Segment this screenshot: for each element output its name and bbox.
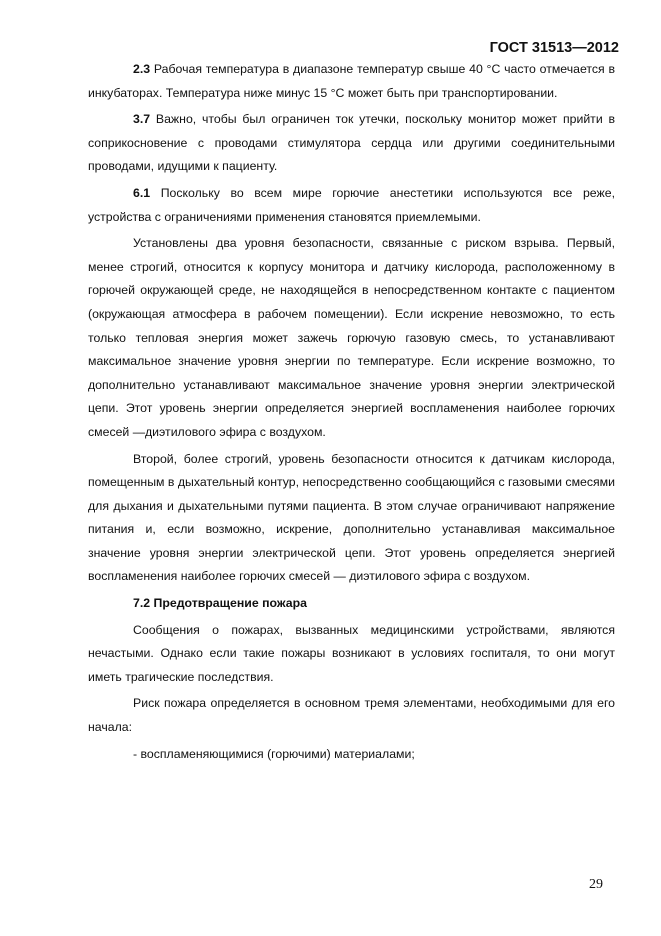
section-heading-7-2	[88, 592, 615, 616]
paragraph-text: Поскольку во всем мире горючие анестетики используются все реже, устройства с ограничениями применения становятся приемлемыми.	[88, 185, 615, 224]
document-header: ГОСТ 31513—2012	[489, 40, 619, 56]
paragraph-6-1	[88, 182, 615, 229]
section-heading-text: 7.2 Предотвращение пожара	[133, 596, 307, 611]
paragraph-3-7	[88, 108, 615, 179]
paragraph-text: Рабочая температура в диапазоне температур свыше 40 °C часто отмечается в инкубаторах. Температура ниже минус 15 °C может быть при транспортировании.	[88, 62, 615, 100]
clause-number: 2.3	[133, 62, 151, 76]
body-text	[88, 58, 615, 766]
paragraph-second-level: Второй, более строгий, уровень безопасности относится к датчикам кислорода, помещенным в дыхательный контур, непосредственно сообщающийся с газовыми смесями для дыхания и дыхательными путями пациента. В этом случае ограничивают напряжение питания и, если возможно, искрение, дополнительно устанавливая максимальное значение уровня энергии электрической цепи. Этот уровень определяется энергией воспламенения наиболее горючих смесей — диэтилового эфира с воздухом.	[88, 451, 615, 584]
paragraph-safety-levels: Установлены два уровня безопасности, связанные с риском взрыва. Первый, менее строгий, относится к корпусу монитора и датчику кислорода, расположенному в горючей окружающей среде, не находящейся в непосредственном контакте с пациентом (окружающая атмосфера в рабочем помещении). Если искрение невозможно, то есть только тепловая энергия может зажечь горючую газовую смесь, то устанавливают максимальное значение уровня энергии по температуре. Если искрение возможно, то дополнительно устанавливают максимальное значение уровня энергии электрической цепи. Этот уровень энергии определяется энергией воспламенения наиболее горючих смесей —диэтилового эфира с воздухом.	[88, 236, 615, 439]
paragraph-fire-risk: Риск пожара определяется в основном тремя элементами, необходимыми для его начала:	[88, 696, 615, 735]
paragraph-2-3	[88, 58, 615, 105]
paragraph-fire-reports: Сообщения о пожарах, вызванных медицинскими устройствами, являются нечастыми. Однако если такие пожары возникают в условиях госпиталя, то они могут иметь трагические последствия.	[88, 622, 615, 684]
list-item: - воспламеняющимися (горючими) материалами;	[133, 746, 415, 761]
clause-number: 6.1	[133, 185, 151, 200]
page-number: 29	[589, 877, 603, 892]
clause-number: 3.7	[133, 112, 151, 127]
paragraph-text: Важно, чтобы был ограничен ток утечки, поскольку монитор может прийти в соприкосновение с проводами стимулятора сердца или другими соединительными проводами, идущими к пациенту.	[88, 112, 615, 174]
